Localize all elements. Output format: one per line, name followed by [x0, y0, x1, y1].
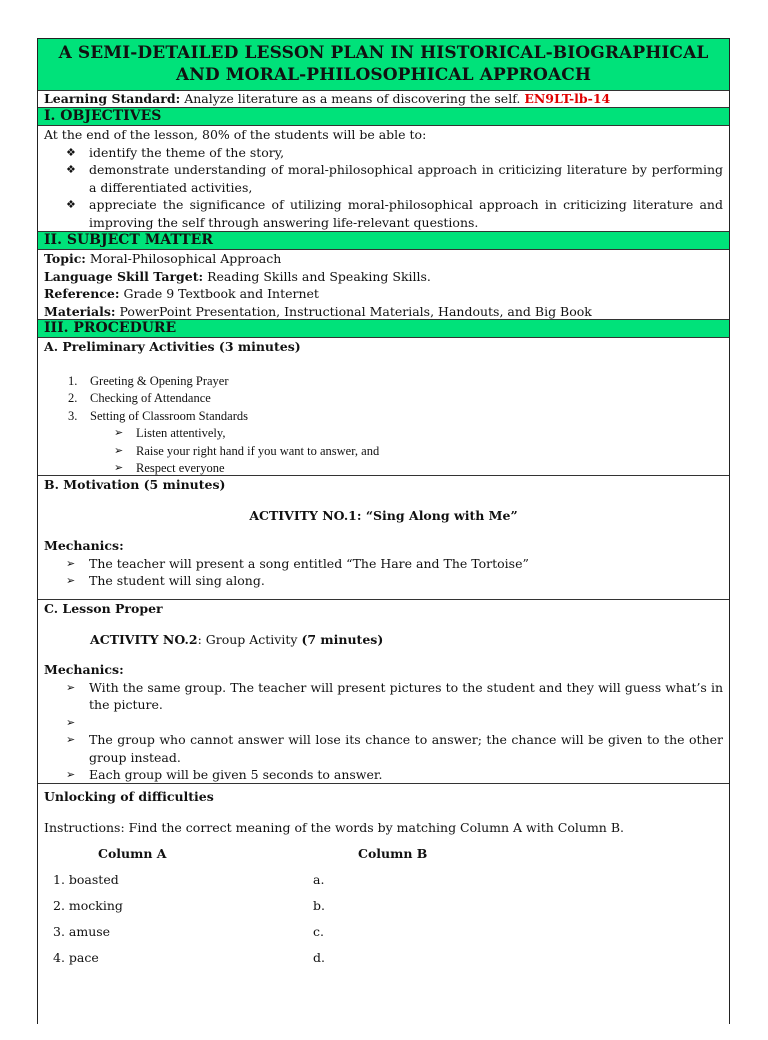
arrow-bullet-icon: ➢: [66, 574, 76, 587]
mechanics-label: Mechanics:: [44, 662, 124, 677]
arrow-bullet-icon: ➢: [114, 462, 124, 474]
objective-item: ❖ appreciate the significance of utilizing moral-philosophical approach in criticizing literature and improving the self through answering life-relevant questions.: [66, 197, 723, 230]
objective-item: ❖ demonstrate understanding of moral-philosophical approach in criticizing literature by performing a differentiated activities,: [66, 162, 723, 195]
mechanics-item: [44, 714, 723, 732]
document-title: A SEMI-DETAILED LESSON PLAN IN HISTORICAL-BIOGRAPHICAL AND MORAL-PHILOSOPHICAL APPROACH: [38, 39, 729, 91]
subject-matter-section: [38, 250, 729, 320]
classroom-standard: ➢ Raise your right hand if you want to answer, and: [44, 443, 723, 461]
procedure-heading: III. PROCEDURE: [38, 320, 729, 338]
diamond-bullet-icon: ❖: [66, 163, 76, 176]
objectives-heading: I. OBJECTIVES: [38, 108, 729, 126]
learning-standard: Learning Standard: Analyze literature as a means of discovering the self. EN9LT-lb-14: [38, 91, 729, 108]
mechanics-item: ➢ Each group will be given 5 seconds to answer.: [66, 767, 383, 782]
reference-line: Reference: Grade 9 Textbook and Internet: [44, 286, 319, 301]
objectives-intro: At the end of the lesson, 80% of the students will be able to:: [44, 127, 427, 142]
classroom-standard: ➢ Respect everyone: [44, 460, 723, 478]
objective-item: ❖ identify the theme of the story,: [66, 144, 285, 160]
arrow-bullet-icon: ➢: [66, 715, 76, 729]
matching-row: 1. boasted a.: [53, 872, 325, 887]
mechanics-item: ➢ The teacher will present a song entitled “The Hare and The Tortoise”: [66, 555, 529, 571]
arrow-bullet-icon: ➢: [114, 427, 124, 439]
skill-line: Language Skill Target: Reading Skills and Speaking Skills.: [44, 268, 431, 284]
mechanics-item: ➢ The student will sing along.: [66, 573, 265, 588]
preliminary-heading: A. Preliminary Activities (3 minutes): [44, 339, 301, 354]
diamond-bullet-icon: ❖: [66, 145, 76, 159]
column-b-header: Column B: [358, 846, 428, 861]
column-a-header: Column A: [98, 846, 167, 861]
motivation-section: [38, 476, 729, 600]
arrow-bullet-icon: ➢: [66, 680, 76, 694]
classroom-standard: ➢ Listen attentively,: [44, 425, 723, 443]
mechanics-item: ➢ The group who cannot answer will lose its chance to answer; the chance will be given to the other group instead.: [66, 732, 723, 765]
lesson-proper-heading: C. Lesson Proper: [44, 601, 163, 616]
arrow-bullet-icon: ➢: [66, 733, 76, 746]
objectives-section: [38, 126, 729, 232]
column-headers: [44, 845, 723, 871]
matching-row: 2. mocking b.: [53, 898, 325, 913]
standard-code: EN9LT-lb-14: [524, 91, 611, 106]
preliminary-item: 1. Greeting & Opening Prayer: [68, 373, 229, 388]
topic-line: Topic: Moral-Philosophical Approach: [44, 251, 282, 266]
activity-one-title: ACTIVITY NO.1: “Sing Along with Me”: [249, 507, 518, 523]
unlocking-heading: Unlocking of difficulties: [44, 789, 214, 804]
motivation-heading: B. Motivation (5 minutes): [44, 477, 226, 492]
preliminary-activities: [38, 338, 729, 476]
activity-two-title: ACTIVITY NO.2: Group Activity (7 minutes): [90, 631, 384, 647]
unlocking-difficulties-section: [38, 784, 729, 1040]
mechanics-item: ➢ With the same group. The teacher will present pictures to the student and they will guess what’s in the picture.: [66, 679, 723, 712]
arrow-bullet-icon: ➢: [66, 768, 76, 781]
diamond-bullet-icon: ❖: [66, 198, 76, 211]
matching-row: 4. pace d.: [53, 950, 325, 965]
materials-line: Materials: PowerPoint Presentation, Instructional Materials, Handouts, and Big Book: [44, 303, 592, 319]
lesson-proper-section: [38, 600, 729, 784]
preliminary-item: 2. Checking of Attendance: [68, 391, 211, 405]
lesson-plan-document: [37, 38, 730, 1024]
arrow-bullet-icon: ➢: [114, 444, 124, 457]
subject-matter-heading: II. SUBJECT MATTER: [38, 232, 729, 250]
mechanics-label: Mechanics:: [44, 538, 124, 553]
arrow-bullet-icon: ➢: [66, 556, 76, 570]
unlocking-instructions: Instructions: Find the correct meaning of the words by matching Column A with Column B.: [44, 819, 624, 835]
matching-row: 3. amuse c.: [53, 924, 324, 939]
preliminary-item: 3. Setting of Classroom Standards: [68, 408, 248, 423]
